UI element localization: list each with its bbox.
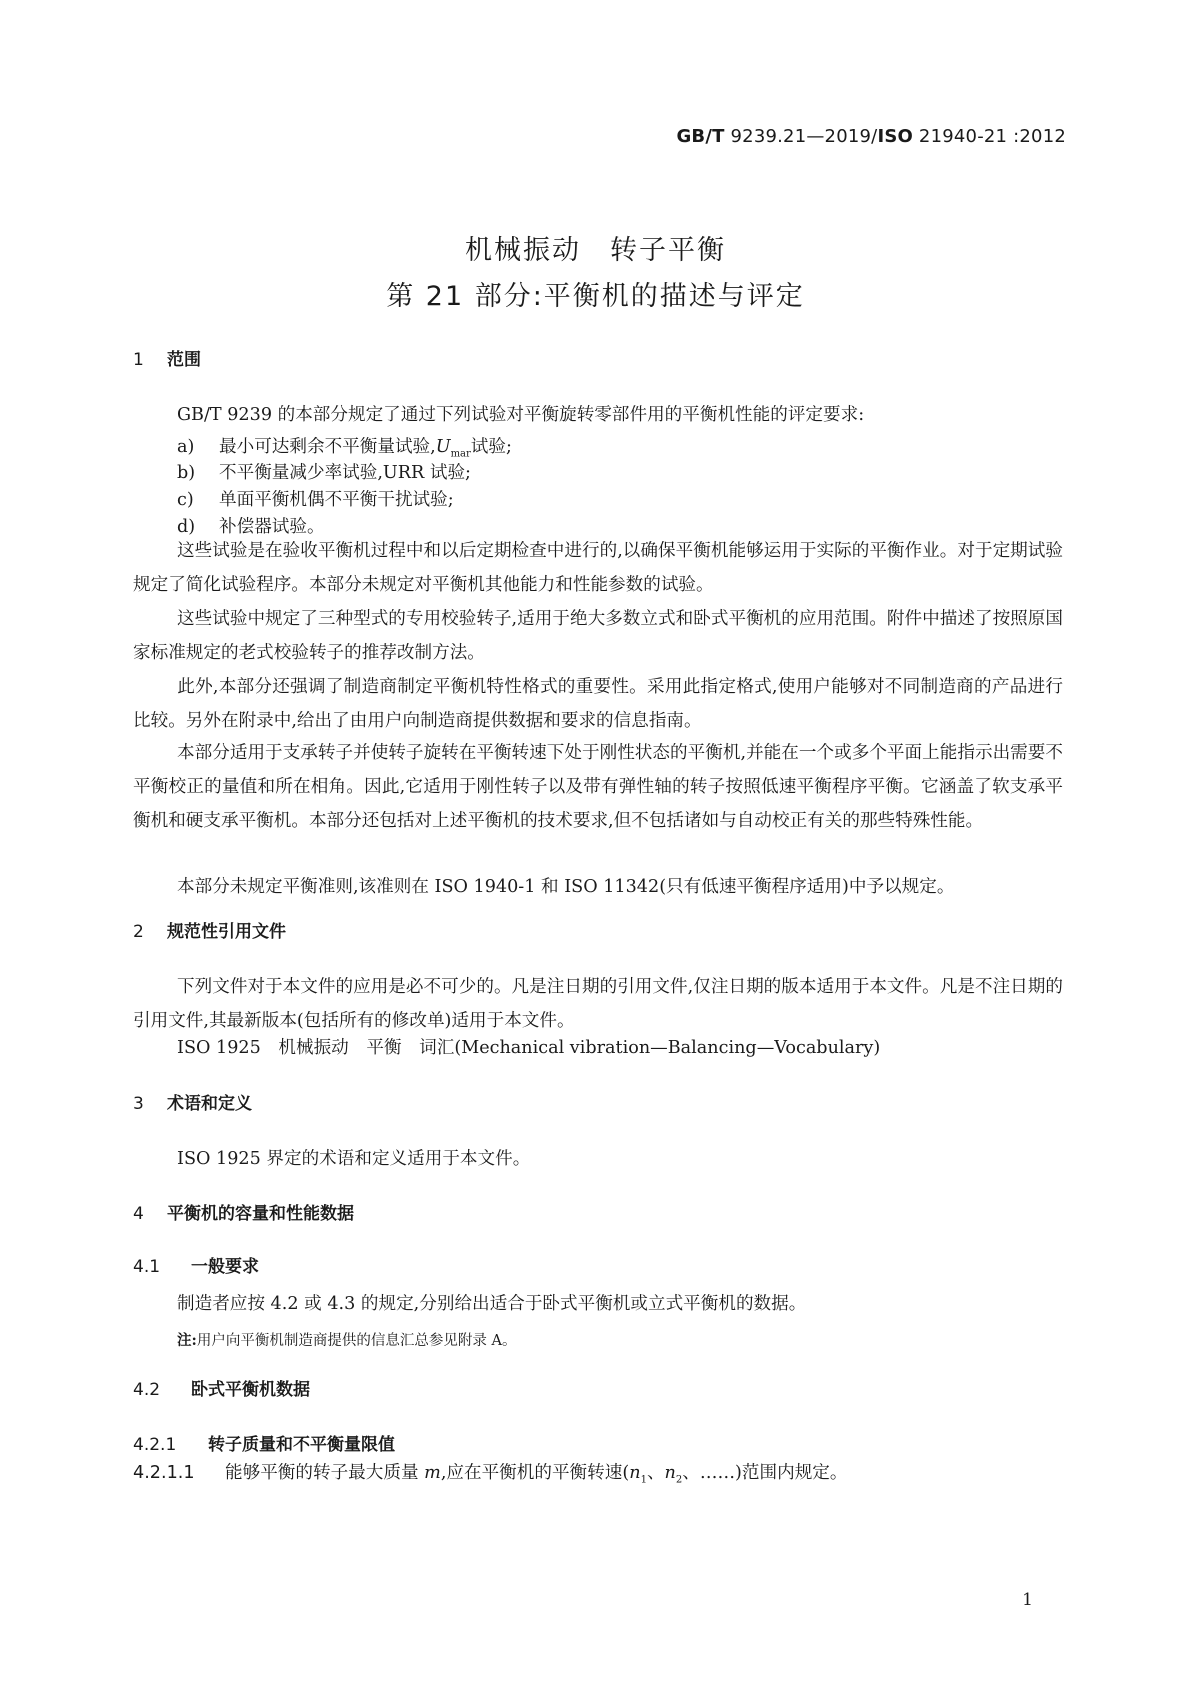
section-3-paragraph-1	[133, 1142, 1063, 1176]
separator: 、	[646, 1463, 665, 1483]
note	[177, 1329, 516, 1350]
list-label: c)	[177, 490, 194, 510]
section-title: 规范性引用文件	[167, 922, 286, 942]
paragraph-text: 制造者应按 4.2 或 4.3 的规定,分别给出适合于卧式平衡机或立式平衡机的数据。	[177, 1294, 807, 1314]
section-4-1-heading	[133, 1252, 259, 1277]
section-1-paragraph-3	[133, 670, 1063, 738]
clause-4-2-1-1	[133, 1456, 1063, 1498]
std-code-gbt: GB/T	[676, 126, 725, 147]
list-item-c	[177, 486, 454, 511]
section-number: 4.2.1	[133, 1435, 177, 1455]
section-number: 4.2	[133, 1380, 161, 1400]
clause-number: 4.2.1.1	[133, 1463, 195, 1483]
paragraph-text: 此外,本部分还强调了制造商制定平衡机特性格式的重要性。采用此指定格式,使用户能够对不同制造商的产品进行比较。另外在附录中,给出了由用户向制造商提供数据和要求的信息指南。	[133, 677, 1063, 731]
symbol-m: m	[424, 1463, 441, 1483]
paragraph-text: 下列文件对于本文件的应用是必不可少的。凡是注日期的引用文件,仅注日期的版本适用于本文件。凡是不注日期的引用文件,其最新版本(包括所有的修改单)适用于本文件。	[133, 977, 1063, 1031]
std-num-gbt: 9239.21—2019/	[724, 126, 878, 147]
section-title: 卧式平衡机数据	[191, 1380, 310, 1400]
section-4-2-1-heading	[133, 1430, 395, 1455]
section-title: 一般要求	[191, 1257, 259, 1277]
list-label: d)	[177, 517, 196, 537]
section-1-paragraph-4	[133, 736, 1063, 838]
normative-reference	[133, 1031, 1063, 1065]
section-title: 术语和定义	[167, 1094, 252, 1114]
subscript-1: 1	[640, 1474, 647, 1486]
list-text: 不平衡量减少率试验,URR 试验;	[219, 463, 471, 483]
section-4-1-paragraph	[133, 1287, 1063, 1321]
symbol-subscript: mar	[450, 448, 471, 460]
section-number: 3	[133, 1094, 144, 1114]
paragraph-text: 本部分适用于支承转子并使转子旋转在平衡转速下处于刚性状态的平衡机,并能在一个或多个平面上能指示出需要不平衡校正的量值和所在相角。因此,它适用于刚性转子以及带有弹性轴的转子按照低速平衡程序平衡。它涵盖了软支承平衡机和硬支承平衡机。本部分还包括对上述平衡机的技术要求,但不包括诸如与自动校正有关的那些特殊性能。	[133, 743, 1063, 831]
list-label: a)	[177, 437, 195, 457]
section-number: 4.1	[133, 1257, 161, 1277]
section-number: 1	[133, 350, 144, 370]
section-2-paragraph-1	[133, 970, 1063, 1038]
std-code-iso: ISO	[877, 126, 914, 147]
section-3-heading	[133, 1089, 252, 1114]
clause-text: 能够平衡的转子最大质量	[225, 1463, 425, 1483]
paragraph-text: ISO 1925 界定的术语和定义适用于本文件。	[177, 1149, 531, 1169]
section-number: 4	[133, 1204, 144, 1224]
section-2-heading	[133, 917, 286, 942]
symbol-n: n	[629, 1463, 641, 1483]
symbol-n: n	[664, 1463, 676, 1483]
title-line-2: 第 21 部分:平衡机的描述与评定	[386, 281, 805, 312]
reference-text: ISO 1925 机械振动 平衡 词汇(Mechanical vibration—Balancing—Vocabulary)	[177, 1038, 881, 1058]
section-1-paragraph-5	[133, 870, 1063, 904]
section-4-heading	[133, 1199, 354, 1224]
section-title: 平衡机的容量和性能数据	[167, 1204, 354, 1224]
section-title: 范围	[167, 350, 201, 370]
paragraph-text: GB/T 9239 的本部分规定了通过下列试验对平衡旋转零部件用的平衡机性能的评定要求:	[177, 405, 865, 425]
section-1-paragraph-2	[133, 602, 1063, 670]
list-text-end: 试验;	[470, 437, 512, 457]
title-line-1: 机械振动 转子平衡	[465, 235, 726, 266]
section-1-paragraph-1	[133, 534, 1063, 602]
list-label: b)	[177, 463, 196, 483]
list-text: 单面平衡机偶不平衡干扰试验;	[219, 490, 454, 510]
list-item-b	[177, 459, 471, 484]
section-1-intro	[133, 398, 1063, 432]
note-label: 注:	[177, 1332, 197, 1349]
paragraph-text: 这些试验是在验收平衡机过程中和以后定期检查中进行的,以确保平衡机能够运用于实际的平衡作业。对于定期试验规定了简化试验程序。本部分未规定对平衡机其他能力和性能参数的试验。	[133, 541, 1063, 595]
paragraph-text: 本部分未规定平衡准则,该准则在 ISO 1940-1 和 ISO 11342(只有低速平衡程序适用)中予以规定。	[177, 877, 955, 897]
page-number: 1	[1022, 1590, 1033, 1610]
paragraph-text: 这些试验中规定了三种型式的专用校验转子,适用于绝大多数立式和卧式平衡机的应用范围。附件中描述了按照原国家标准规定的老式校验转子的推荐改制方法。	[133, 609, 1063, 663]
clause-text-mid: ,应在平衡机的平衡转速(	[440, 1463, 630, 1483]
clause-text-end: 、……)范围内规定。	[682, 1463, 848, 1483]
section-4-2-heading	[133, 1375, 310, 1400]
symbol-u: U	[435, 437, 451, 457]
section-number: 2	[133, 922, 144, 942]
standard-number	[676, 126, 1066, 147]
list-item-a	[177, 433, 512, 460]
section-title: 转子质量和不平衡量限值	[208, 1435, 395, 1455]
section-1-heading	[133, 345, 201, 370]
std-num-iso: 21940-21 :2012	[913, 126, 1066, 147]
note-text: 用户向平衡机制造商提供的信息汇总参见附录 A。	[196, 1333, 517, 1349]
subscript-2: 2	[675, 1474, 683, 1486]
list-text: 补偿器试验。	[219, 517, 325, 537]
list-text: 最小可达剩余不平衡量试验,	[219, 437, 436, 457]
